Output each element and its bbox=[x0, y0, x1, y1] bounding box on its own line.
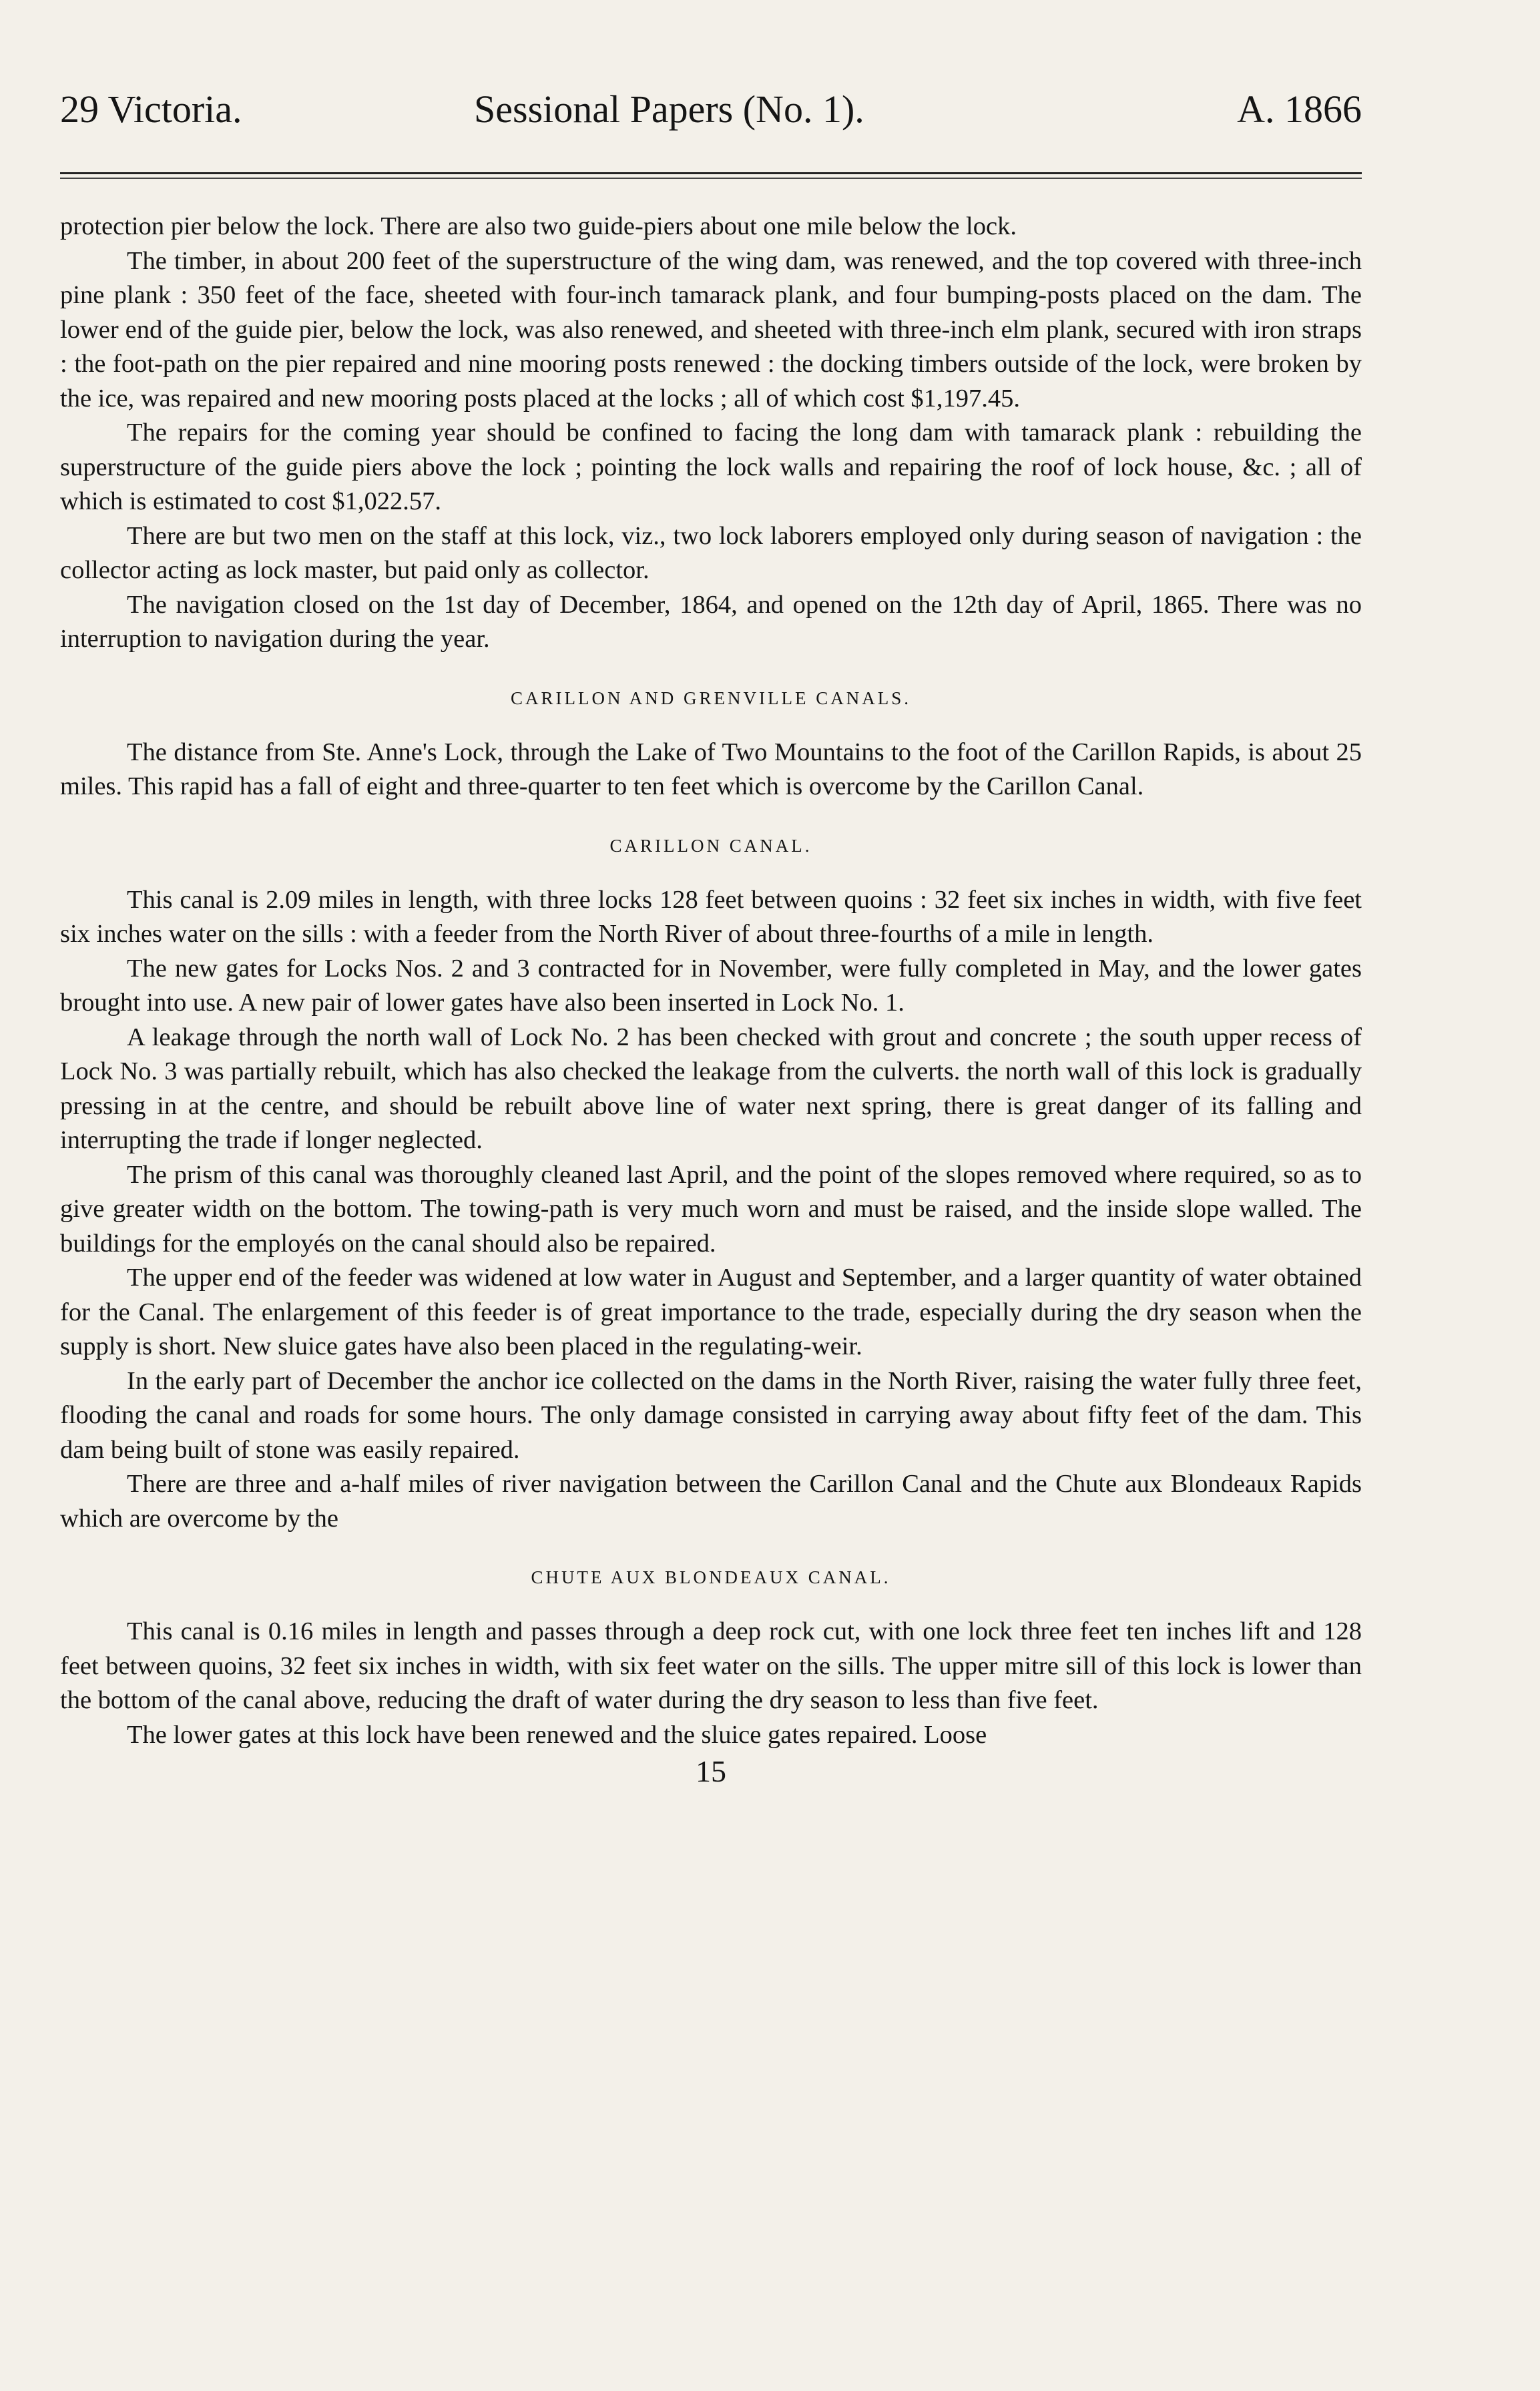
paragraph: The prism of this canal was thoroughly cleaned last April, and the point of the slopes removed where required, so as to give greater width on the bottom. The towing-path is very much worn and must be raised, and the inside slope walled. The buildings for the employés on the canal should also be repaired. bbox=[60, 1160, 1362, 1258]
page-number: 15 bbox=[696, 1754, 726, 1788]
section-heading: CHUTE AUX BLONDEAUX CANAL. bbox=[531, 1567, 891, 1587]
section-heading: CARILLON CANAL. bbox=[609, 835, 812, 856]
paragraph: The repairs for the coming year should be confined to facing the long dam with tamarack plank : rebuilding the superstructure of the guide piers above the lock ; pointing the lock walls and repairing the roof of lock house, &c. ; all of which is estimated to cost $1,022.57. bbox=[60, 419, 1362, 515]
paragraph: The upper end of the feeder was widened at low water in August and September, and a larger quantity of water obtained for the Canal. The enlargement of this feeder is of great importance to the trade, especially during the dry season when the supply is short. New sluice gates have also been placed in the regulating-weir. bbox=[60, 1264, 1362, 1360]
paragraph: In the early part of December the anchor ice collected on the dams in the North River, raising the water fully three feet, flooding the canal and roads for some hours. The only damage consisted in carrying away about fifty feet of the dam. This dam being built of stone was easily repaired. bbox=[60, 1366, 1362, 1464]
running-header bbox=[60, 87, 1362, 147]
paragraph: A leakage through the north wall of Lock No. 2 has been checked with grout and concrete ; the south upper recess of Lock No. 3 was partially rebuilt, which has also checked the leakage from the culverts. the north wall of this lock is gradually pressing in at the centre, and should be rebuilt above line of water next spring, there is great danger of its falling and interrupting the trade if longer neglected. bbox=[60, 1023, 1362, 1154]
paragraph: protection pier below the lock. There are also two guide-piers about one mile below the lock. bbox=[60, 212, 1017, 240]
header-rule bbox=[60, 172, 1362, 179]
header-title: Sessional Papers (No. 1). bbox=[474, 87, 864, 131]
paragraph: The navigation closed on the 1st day of December, 1864, and opened on the 12th day of April, 1865. There was no interruption to navigation during the year. bbox=[60, 590, 1362, 653]
header-year: A. 1866 bbox=[1237, 87, 1362, 131]
body-text bbox=[60, 210, 1362, 1752]
header-session: 29 Victoria. bbox=[60, 87, 242, 131]
document-page bbox=[60, 87, 1362, 1789]
section-heading: CARILLON AND GRENVILLE CANALS. bbox=[511, 688, 911, 708]
paragraph: The lower gates at this lock have been renewed and the sluice gates repaired. Loose bbox=[127, 1720, 987, 1749]
paragraph: This canal is 0.16 miles in length and passes through a deep rock cut, with one lock three feet ten inches lift and 128 feet between quoins, 32 feet six inches in width, with six feet water on the sills. The upper mitre sill of this lock is lower than the bottom of the canal above, reducing the draft of water during the dry season to less than five feet. bbox=[60, 1617, 1362, 1714]
paragraph: This canal is 2.09 miles in length, with three locks 128 feet between quoins : 32 feet six inches in width, with five feet six inches water on the sills : with a feeder from the North River of about three-fourths of a mile in length. bbox=[60, 885, 1362, 948]
paragraph: There are but two men on the staff at this lock, viz., two lock laborers employed only during season of navigation : the collector acting as lock master, but paid only as collector. bbox=[60, 521, 1362, 584]
paragraph: There are three and a-half miles of river navigation between the Carillon Canal and the Chute aux Blondeaux Rapids which are overcome by the bbox=[60, 1470, 1362, 1533]
paragraph: The distance from Ste. Anne's Lock, through the Lake of Two Mountains to the foot of the Carillon Rapids, is about 25 miles. This rapid has a fall of eight and three-quarter to ten feet which is overcome by the Carillon Canal. bbox=[60, 738, 1362, 800]
paragraph: The new gates for Locks Nos. 2 and 3 contracted for in November, were fully completed in May, and the lower gates brought into use. A new pair of lower gates have also been inserted in Lock No. 1. bbox=[60, 954, 1362, 1017]
paragraph: The timber, in about 200 feet of the superstructure of the wing dam, was renewed, and the top covered with three-inch pine plank : 350 feet of the face, sheeted with four-inch tamarack plank, and four bumping-posts placed on the dam. The lower end of the guide pier, below the lock, was also renewed, and sheeted with three-inch elm plank, secured with iron straps : the foot-path on the pier repaired and nine mooring posts renewed : the docking timbers outside of the lock, were broken by the ice, was repaired and new mooring posts placed at the locks ; all of which cost $1,197.45. bbox=[60, 246, 1362, 413]
